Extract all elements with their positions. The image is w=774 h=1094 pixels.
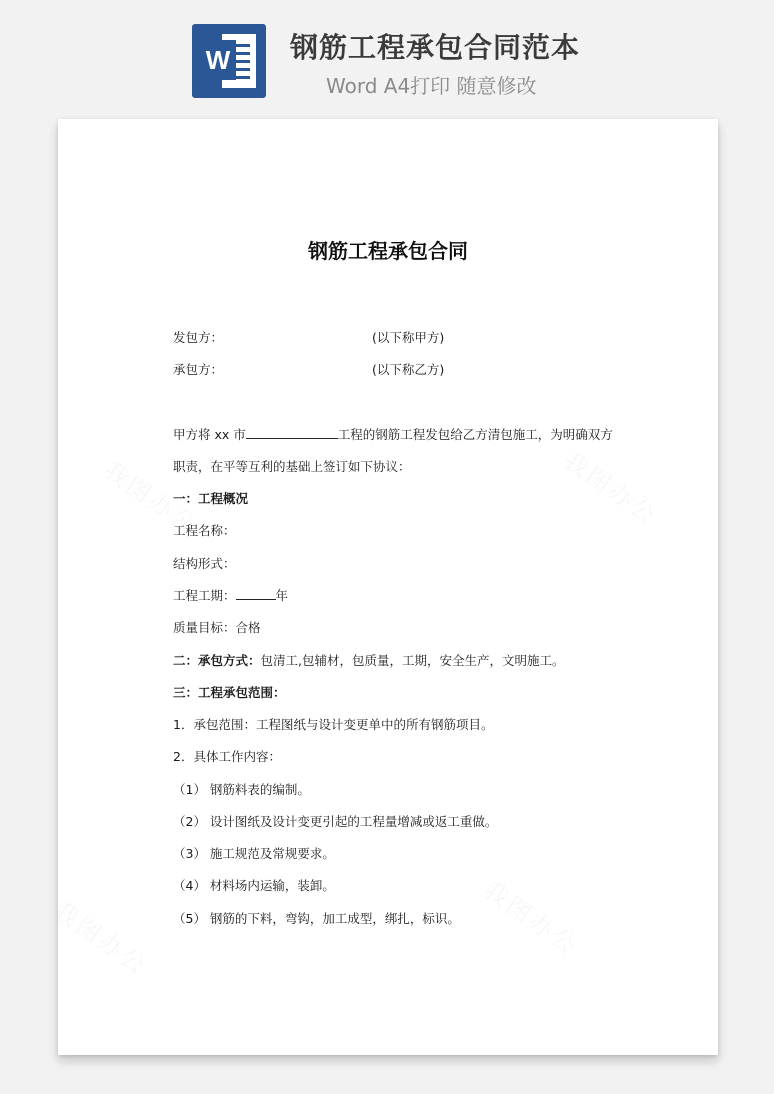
scope-item-2: 2．具体工作内容：: [173, 749, 281, 764]
employer-note: (以下称甲方): [372, 330, 445, 345]
intro-text-start: 甲方将 xx 市: [173, 427, 246, 442]
scope-item-1: 1．承包范围：工程图纸与设计变更单中的所有钢筋项目。: [173, 717, 494, 732]
duration-unit: 年: [275, 588, 289, 603]
watermark: [478, 871, 587, 962]
structure-label: 结构形式：: [173, 556, 236, 571]
contract-method-row: [173, 652, 565, 670]
contractor-note: (以下称乙方): [372, 362, 445, 377]
quality-row: [173, 619, 261, 637]
work-item: （4） 材料场内运输，装卸。: [173, 878, 335, 893]
document-page: [58, 119, 718, 1055]
watermark: [558, 441, 667, 532]
work-item: （2） 设计图纸及设计变更引起的工程量增减或返工重做。: [173, 814, 498, 829]
contract-method-text: 包清工,包辅材，包质量，工期，安全生产，文明施工。: [260, 653, 565, 668]
duration-label: 工程工期：: [173, 588, 236, 603]
intro-paragraph-line-1: [173, 426, 613, 444]
duration-blank: [236, 587, 276, 600]
watermark: [58, 891, 156, 982]
quality-value: 合格: [235, 620, 261, 635]
contractor-label: 承包方：: [173, 362, 224, 377]
page-header: [0, 0, 774, 110]
project-name-label: 工程名称：: [173, 523, 236, 538]
header-title: 钢筋工程承包合同范本: [290, 31, 581, 64]
word-icon-letter: W: [200, 40, 236, 80]
employer-label: 发包方：: [173, 330, 224, 345]
intro-text-end: 工程的钢筋工程发包给乙方清包施工，为明确双方: [337, 427, 613, 442]
word-document-icon: [192, 24, 266, 98]
intro-paragraph-line-2: 职责，在平等互利的基础上签订如下协议：: [173, 459, 411, 474]
document-title: 钢筋工程承包合同: [308, 239, 468, 263]
work-item: （1） 钢筋料表的编制。: [173, 782, 310, 797]
section-heading-contract-method: 二：承包方式：: [173, 653, 261, 668]
header-subtitle: Word A4打印 随意修改: [326, 74, 537, 98]
work-item: （3） 施工规范及常规要求。: [173, 846, 335, 861]
city-project-blank: [246, 426, 338, 439]
work-item: （5） 钢筋的下料，弯钩，加工成型，绑扎，标识。: [173, 911, 460, 926]
section-heading-overview: 一：工程概况: [173, 491, 249, 506]
duration-row: [173, 587, 288, 605]
section-heading-scope: 三：工程承包范围：: [173, 685, 286, 700]
quality-label: 质量目标：: [173, 620, 236, 635]
